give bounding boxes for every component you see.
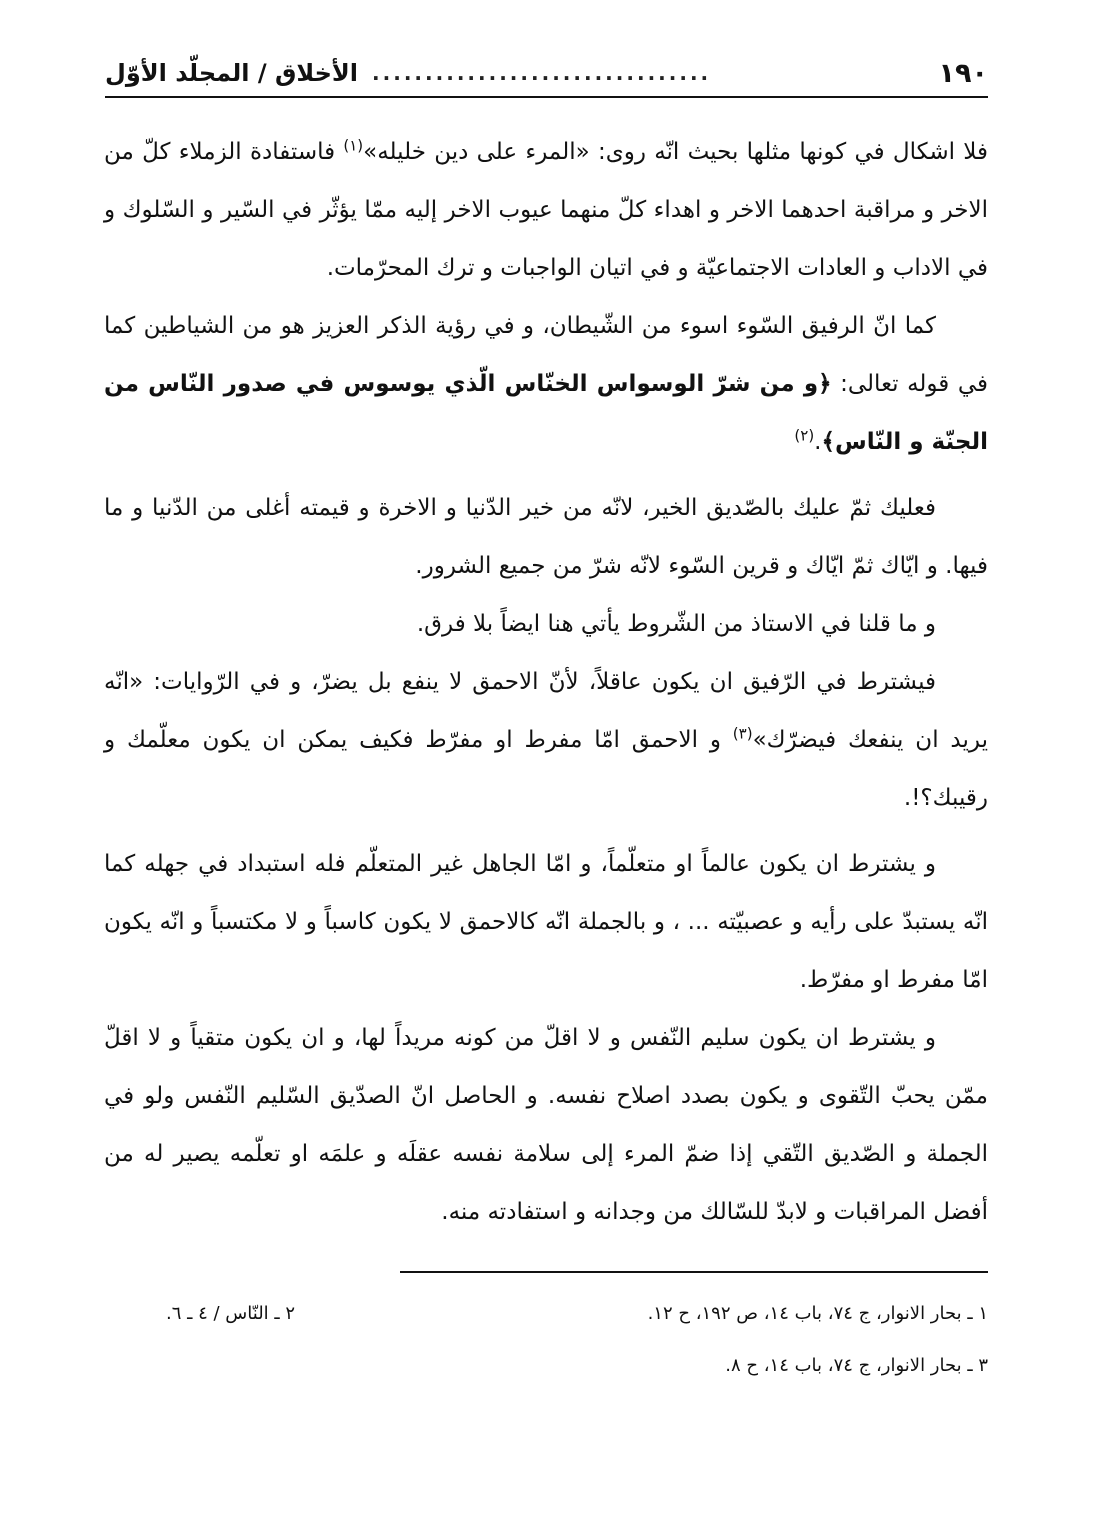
page-number: ١٩٠ xyxy=(938,57,988,89)
footnote-3: ٣ ـ بحار الانوار، ج ٧٤، باب ١٤، ح ٨. xyxy=(725,1355,988,1376)
footnote-ref-1: (١) xyxy=(343,136,364,155)
text-run: كما انّ الرفيق السّوء اسوء من الشّيطان، و في رؤية الذكر العزيز هو من الشياطين كما في قوله تعالى: xyxy=(104,313,988,397)
main-text xyxy=(104,123,988,1241)
footnote-rule xyxy=(400,1271,988,1273)
header-rule xyxy=(105,96,988,98)
footnote-ref-3: (٣) xyxy=(732,724,753,743)
paragraph-4: و ما قلنا في الاستاذ من الشّروط يأتي هنا ايضاً بلا فرق. xyxy=(416,611,936,637)
footnote-ref-2: (٢) xyxy=(794,426,815,445)
text-run: فلا اشكال في كونها مثلها بحيث انّه روى: «المرء على دين خليله» xyxy=(363,139,988,165)
text-run: و الاحمق امّا مفرط او مفرّط فكيف يمكن ان يكون معلّمك و رقيبك؟!. xyxy=(104,727,988,811)
leader-dots: ................................ xyxy=(372,63,712,83)
paragraph-6: و يشترط ان يكون عالماً او متعلّماً، و امّا الجاهل غير المتعلّم فله استبداد في جهله كما انّه يستبدّ على رأيه و عصبيّته ... ، و بالجملة انّه كالاحمق لا يكون كاسباً و لا مكتسباً و انّه يكون امّا مفرط او مفرّط. xyxy=(104,851,988,993)
text-run: فيشترط في الرّفيق ان يكون عاقلاً، لأنّ الاحمق لا ينفع بل يضرّ، و في الرّوايات: «انّه يريد ان ينفعك فيضرّك» xyxy=(104,669,988,753)
text-run: . xyxy=(814,429,822,455)
paragraph-5 xyxy=(104,653,988,827)
quran-verse: ﴿و من شرّ الوسواس الخنّاس الّذي يوسوس في صدور النّاس من الجنّة و النّاس﴾ xyxy=(104,371,988,455)
paragraph-1 xyxy=(104,123,988,297)
footnote-1: ١ ـ بحار الانوار، ج ٧٤، باب ١٤، ص ١٩٢، ح ١٢. xyxy=(647,1303,988,1324)
paragraph-7: و يشترط ان يكون سليم النّفس و لا اقلّ من كونه مريداً لها، و ان يكون متقياً و لا اقلّ ممّن يحبّ التّقوى و يكون بصدد اصلاح نفسه. و الحاصل انّ الصدّيق السّليم النّفس ولو في الجملة و الصّديق التّقي إذا ضمّ المرء إلى سلامة نفسه عقلَه و علمَه او تعلّمه يصير له من أفضل المراقبات و لابدّ للسّالك من وجدانه و استفادته منه. xyxy=(104,1025,988,1225)
page-header xyxy=(105,52,988,94)
paragraph-2 xyxy=(104,297,988,471)
footnote-2: ٢ ـ النّاس / ٤ ـ ٦. xyxy=(166,1303,296,1324)
paragraph-3: فعليك ثمّ عليك بالصّديق الخير، لانّه من خير الدّنيا و الاخرة و قيمته أغلى من الدّنيا و ما فيها. و ايّاك ثمّ ايّاك و قرين السّوء لانّه شرّ من جميع الشرور. xyxy=(104,495,988,579)
text-run: فاستفادة الزملاء كلّ من الاخر و مراقبة احدهما الاخر و اهداء كلّ منهما عيوب الاخر إليه ممّا يؤثّر في السّير و السّلوك و في الاداب و العادات الاجتماعيّة و في اتيان الواجبات و ترك المحرّمات. xyxy=(104,139,988,281)
running-title: الأخلاق / المجلّد الأوّل xyxy=(105,59,359,87)
